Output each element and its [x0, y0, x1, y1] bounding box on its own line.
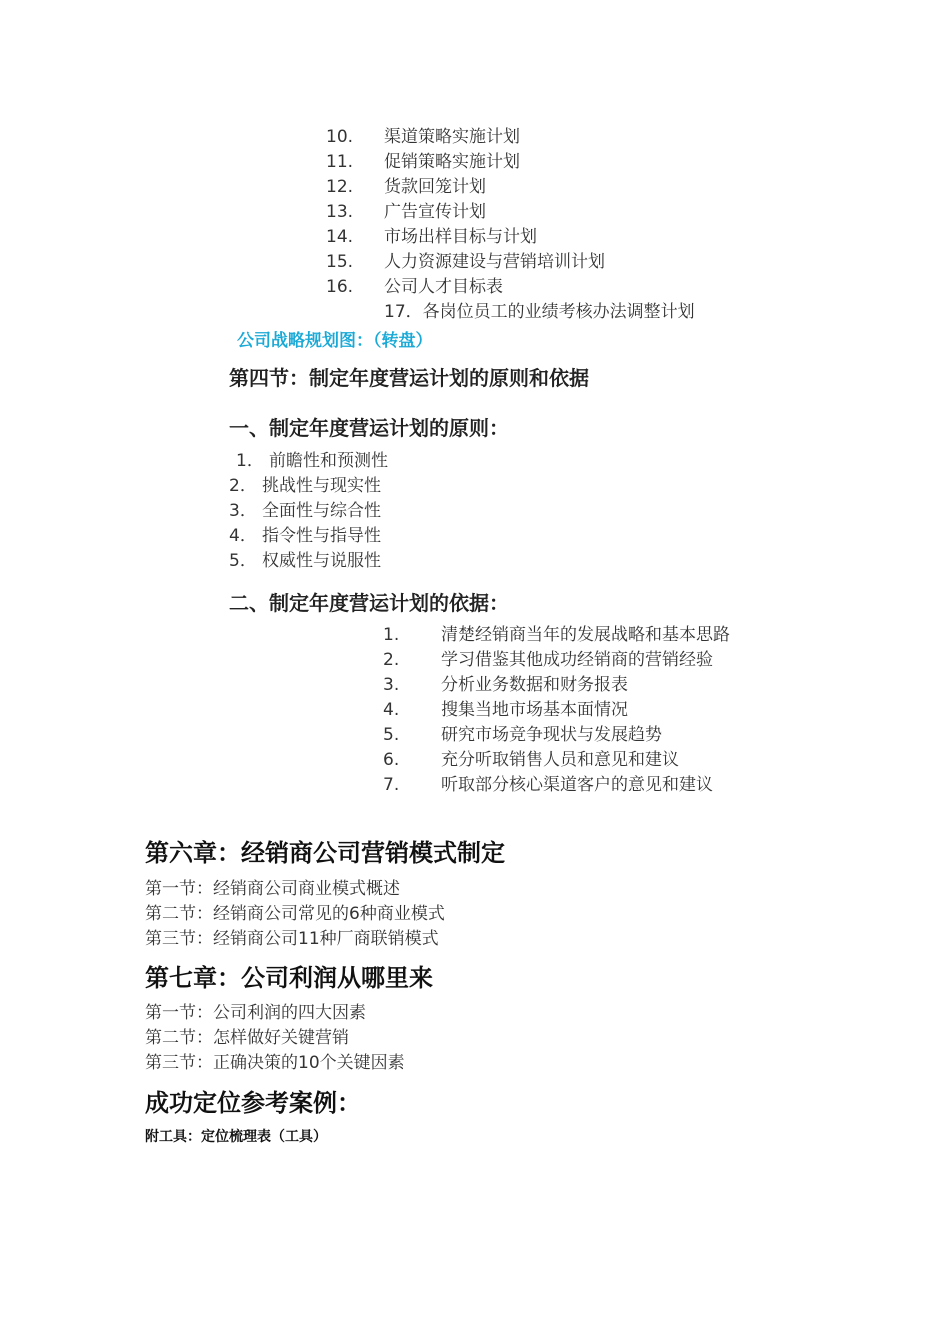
list-item [326, 151, 746, 173]
list-item [326, 201, 746, 223]
list-item [326, 276, 746, 298]
list-number: 3. [383, 675, 400, 695]
list-number: 2． [229, 476, 257, 496]
list-number: 15. [326, 252, 354, 272]
list-number: 1． [236, 451, 264, 471]
list-number: 12. [326, 177, 354, 197]
list-text: 人力资源建设与营销培训计划 [384, 252, 605, 272]
list-text: 货款回笼计划 [384, 177, 486, 197]
list-text: 学习借鉴其他成功经销商的营销经验 [441, 650, 713, 670]
cases-title: 成功定位参考案例： [145, 1089, 361, 1117]
list-text: 充分听取销售人员和意见和建议 [441, 750, 679, 770]
list-text: 公司人才目标表 [384, 277, 503, 297]
list-item [326, 126, 746, 148]
list-item [383, 749, 803, 771]
list-item-17: 17．各岗位员工的业绩考核办法调整计划 [384, 302, 695, 322]
list-item [326, 226, 746, 248]
list-item [383, 774, 803, 796]
chapter-section: 第三节：正确决策的10个关键因素 [145, 1053, 405, 1073]
list-item [229, 475, 529, 497]
list-text: 指令性与指导性 [262, 526, 381, 546]
list-number: 6. [383, 750, 400, 770]
chapter-title: 第六章：经销商公司营销模式制定 [145, 839, 505, 867]
list-text: 研究市场竞争现状与发展趋势 [441, 725, 662, 745]
principles-heading: 一、制定年度营运计划的原则： [229, 416, 509, 440]
chapter-section: 第三节：经销商公司11种厂商联销模式 [145, 929, 439, 949]
list-text: 渠道策略实施计划 [384, 127, 520, 147]
list-number: 3． [229, 501, 257, 521]
list-number: 5． [229, 551, 257, 571]
list-item [383, 699, 803, 721]
chapter-section: 第一节：公司利润的四大因素 [145, 1003, 366, 1023]
list-text: 清楚经销商当年的发展战略和基本思路 [441, 625, 730, 645]
list-item [326, 251, 746, 273]
list-text: 广告宣传计划 [384, 202, 486, 222]
list-item [326, 176, 746, 198]
basis-heading: 二、制定年度营运计划的依据： [229, 591, 509, 615]
chapter-section: 第一节：经销商公司商业模式概述 [145, 879, 400, 899]
list-number: 5. [383, 725, 400, 745]
list-text: 全面性与综合性 [262, 501, 381, 521]
list-item [229, 500, 529, 522]
list-text: 促销策略实施计划 [384, 152, 520, 172]
chapter-title: 第七章：公司利润从哪里来 [145, 964, 433, 992]
list-number: 16. [326, 277, 354, 297]
chapter-section: 第二节：怎样做好关键营销 [145, 1028, 349, 1048]
list-item [383, 624, 803, 646]
list-item [383, 724, 803, 746]
list-number: 14. [326, 227, 354, 247]
list-text: 听取部分核心渠道客户的意见和建议 [441, 775, 713, 795]
list-number: 4． [229, 526, 257, 546]
list-item [229, 550, 529, 572]
list-number: 4. [383, 700, 400, 720]
list-text: 搜集当地市场基本面情况 [441, 700, 628, 720]
list-text: 前瞻性和预测性 [269, 451, 388, 471]
list-item [229, 525, 529, 547]
list-item [383, 649, 803, 671]
list-number: 10. [326, 127, 354, 147]
list-text: 挑战性与现实性 [262, 476, 381, 496]
tool-label: 附工具：定位梳理表（工具） [145, 1129, 327, 1145]
list-number: 2. [383, 650, 400, 670]
list-text: 权威性与说服性 [262, 551, 381, 571]
section-title: 第四节：制定年度营运计划的原则和依据 [229, 366, 589, 390]
chapter-section: 第二节：经销商公司常见的6种商业模式 [145, 904, 445, 924]
strategy-chart-link[interactable]: 公司战略规划图：（转盘） [237, 331, 433, 351]
list-number: 7. [383, 775, 400, 795]
list-text: 市场出样目标与计划 [384, 227, 537, 247]
list-item [383, 674, 803, 696]
list-number: 11. [326, 152, 354, 172]
list-item [236, 450, 536, 472]
list-number: 1. [383, 625, 400, 645]
list-number: 13. [326, 202, 354, 222]
list-text: 分析业务数据和财务报表 [441, 675, 628, 695]
